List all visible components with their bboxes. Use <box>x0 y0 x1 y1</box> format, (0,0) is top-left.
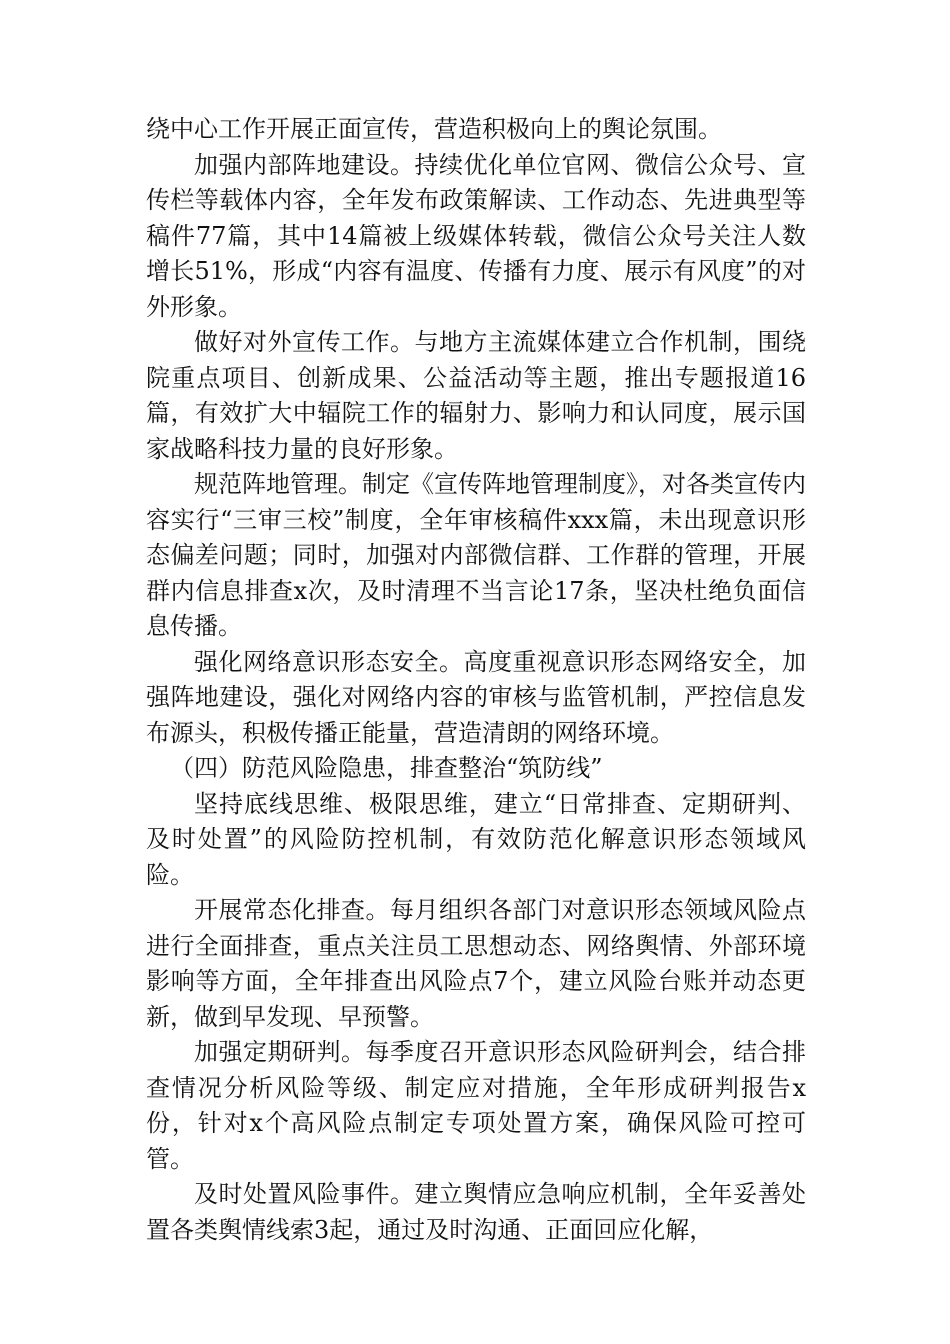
paragraph-periodic-assessment: 加强定期研判。每季度召开意识形态风险研判会，结合排查情况分析风险等级、制定应对措施，全年形成研判报告x份，针对x个高风险点制定专项处置方案，确保风险可控可管。 <box>146 1038 806 1173</box>
paragraph-internal-platform: 加强内部阵地建设。持续优化单位官网、微信公众号、宣传栏等载体内容，全年发布政策解读、工作动态、先进典型等稿件77篇，其中14篇被上级媒体转载，微信公众号关注人数增长51%，形成“内容有温度、传播有力度、展示有风度”的对外形象。 <box>146 150 806 321</box>
document-page <box>146 112 806 1248</box>
paragraph-platform-management: 规范阵地管理。制定《宣传阵地管理制度》，对各类宣传内容实行“三审三校”制度，全年审核稿件xxx篇，未出现意识形态偏差问题；同时，加强对内部微信群、工作群的管理，开展群内信息排查x次，及时清理不当言论17条，坚决杜绝负面信息传播。 <box>146 470 806 640</box>
paragraph-risk-mechanism: 坚持底线思维、极限思维，建立“日常排查、定期研判、及时处置”的风险防控机制，有效防范化解意识形态领域风险。 <box>146 789 806 889</box>
paragraph-routine-inspection: 开展常态化排查。每月组织各部门对意识形态领域风险点进行全面排查，重点关注员工思想动态、网络舆情、外部环境影响等方面，全年排查出风险点7个，建立风险台账并动态更新，做到早发现、早预警。 <box>146 896 806 1031</box>
paragraph-external-publicity: 做好对外宣传工作。与地方主流媒体建立合作机制，围绕院重点项目、创新成果、公益活动等主题，推出专题报道16篇，有效扩大中辐院工作的辐射力、影响力和认同度，展示国家战略科技力量的良好形象。 <box>146 328 806 463</box>
paragraph-risk-handling: 及时处置风险事件。建立舆情应急响应机制，全年妥善处置各类舆情线索3起，通过及时沟通、正面回应化解， <box>146 1180 806 1244</box>
paragraph-network-security: 强化网络意识形态安全。高度重视意识形态网络安全，加强阵地建设，强化对网络内容的审核与监管机制，严控信息发布源头，积极传播正能量，营造清朗的网络环境。 <box>146 647 806 747</box>
section-heading-risk: （四）防范风险隐患，排查整治“筑防线” <box>170 754 603 782</box>
paragraph-continuation: 绕中心工作开展正面宣传，营造积极向上的舆论氛围。 <box>146 115 722 143</box>
